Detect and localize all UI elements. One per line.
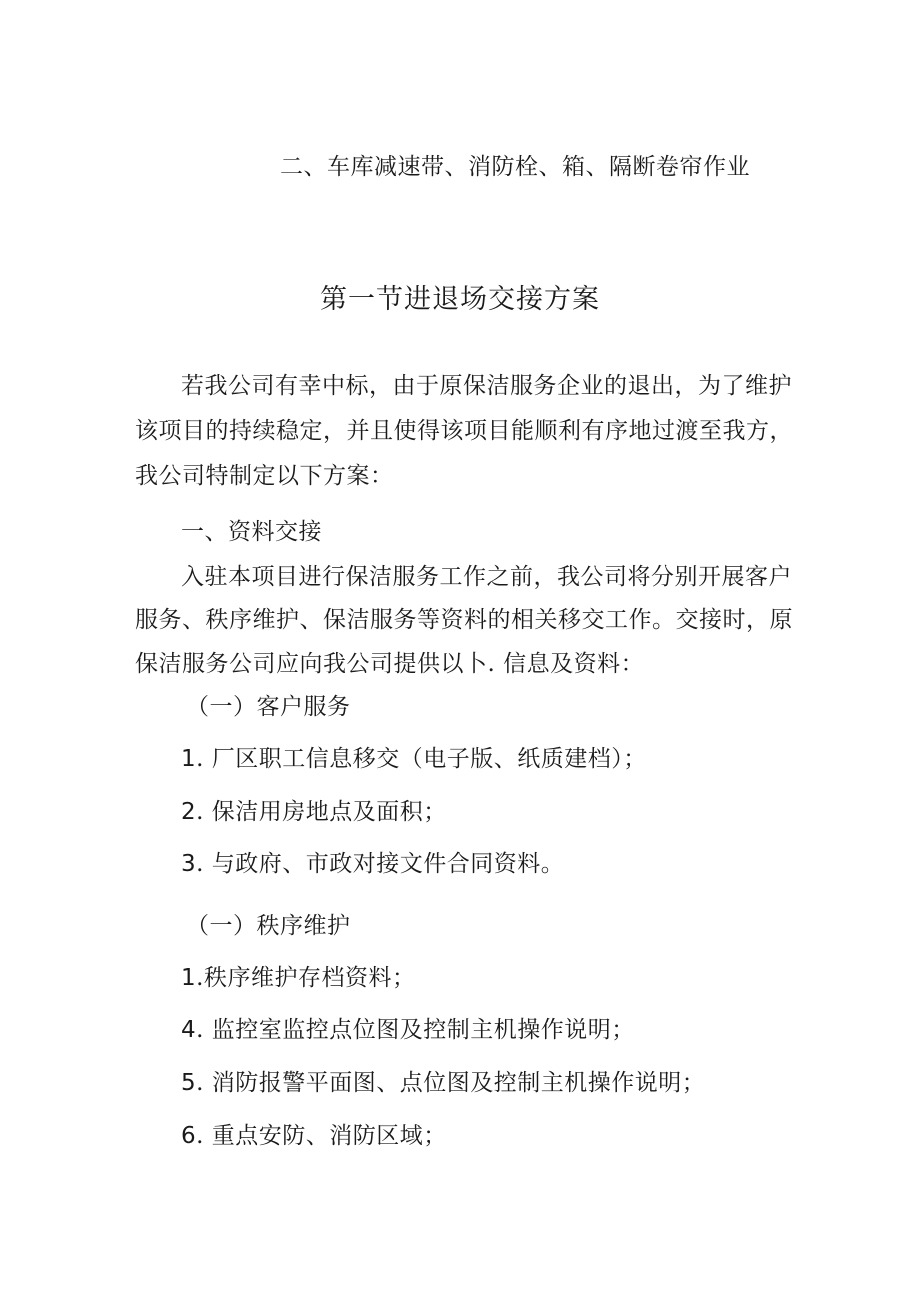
list-item <box>181 797 447 827</box>
intro-line-1: 若我公司有幸中标，由于原保洁服务企业的退出，为了维护 <box>181 373 792 399</box>
part1-title: 一、资料交接 <box>181 519 322 545</box>
list-item-text: . 保洁用房地点及面积； <box>196 799 447 825</box>
part1-paragraph-line-2: 服务、秩序维护、保洁服务等资料的相关移交工作。交接时，原 <box>135 607 793 633</box>
list-item-number: 6 <box>181 1123 197 1149</box>
section-title: 第一节进退场交接方案 <box>320 284 600 315</box>
list-item-text: .秩序维护存档资料； <box>196 965 416 991</box>
list-item-text: . 厂区职工信息移交（电子版、纸质建档）； <box>196 746 647 772</box>
customer-service-title: （一）客户服务 <box>186 694 351 720</box>
document-heading: 二、车库减速带、消防栓、箱、隔断卷帘作业 <box>280 154 750 180</box>
list-item <box>181 963 415 993</box>
list-item <box>181 1068 705 1098</box>
list-item-text: . 消防报警平面图、点位图及控制主机操作说明； <box>196 1070 706 1096</box>
list-item <box>181 744 647 774</box>
intro-line-3: 我公司特制定以下方案： <box>135 463 394 489</box>
list-item-text: . 监控室监控点位图及控制主机操作说明； <box>196 1017 635 1043</box>
list-item-number: 1 <box>181 965 197 991</box>
list-item <box>181 1121 447 1151</box>
list-item-number: 2 <box>181 799 197 825</box>
list-item-number: 1 <box>181 746 197 772</box>
part1-paragraph-line-1: 入驻本项目进行保洁服务工作之前，我公司将分别开展客户 <box>181 564 792 590</box>
list-item <box>181 1015 635 1045</box>
intro-line-2: 该项目的持续稳定，并且使得该项目能顺利有序地过渡至我方， <box>135 418 793 444</box>
part1-paragraph-line-3: 保洁服务公司应向我公司提供以卜. 信息及资料： <box>135 651 645 677</box>
list-item-number: 4 <box>181 1017 197 1043</box>
list-item-number: 5 <box>181 1070 197 1096</box>
list-item-number: 3 <box>181 851 197 877</box>
order-maintenance-title: （一）秩序维护 <box>186 913 351 939</box>
list-item-text: . 重点安防、消防区域； <box>196 1123 447 1149</box>
list-item <box>181 849 564 879</box>
list-item-text: . 与政府、市政对接文件合同资料。 <box>196 851 565 877</box>
